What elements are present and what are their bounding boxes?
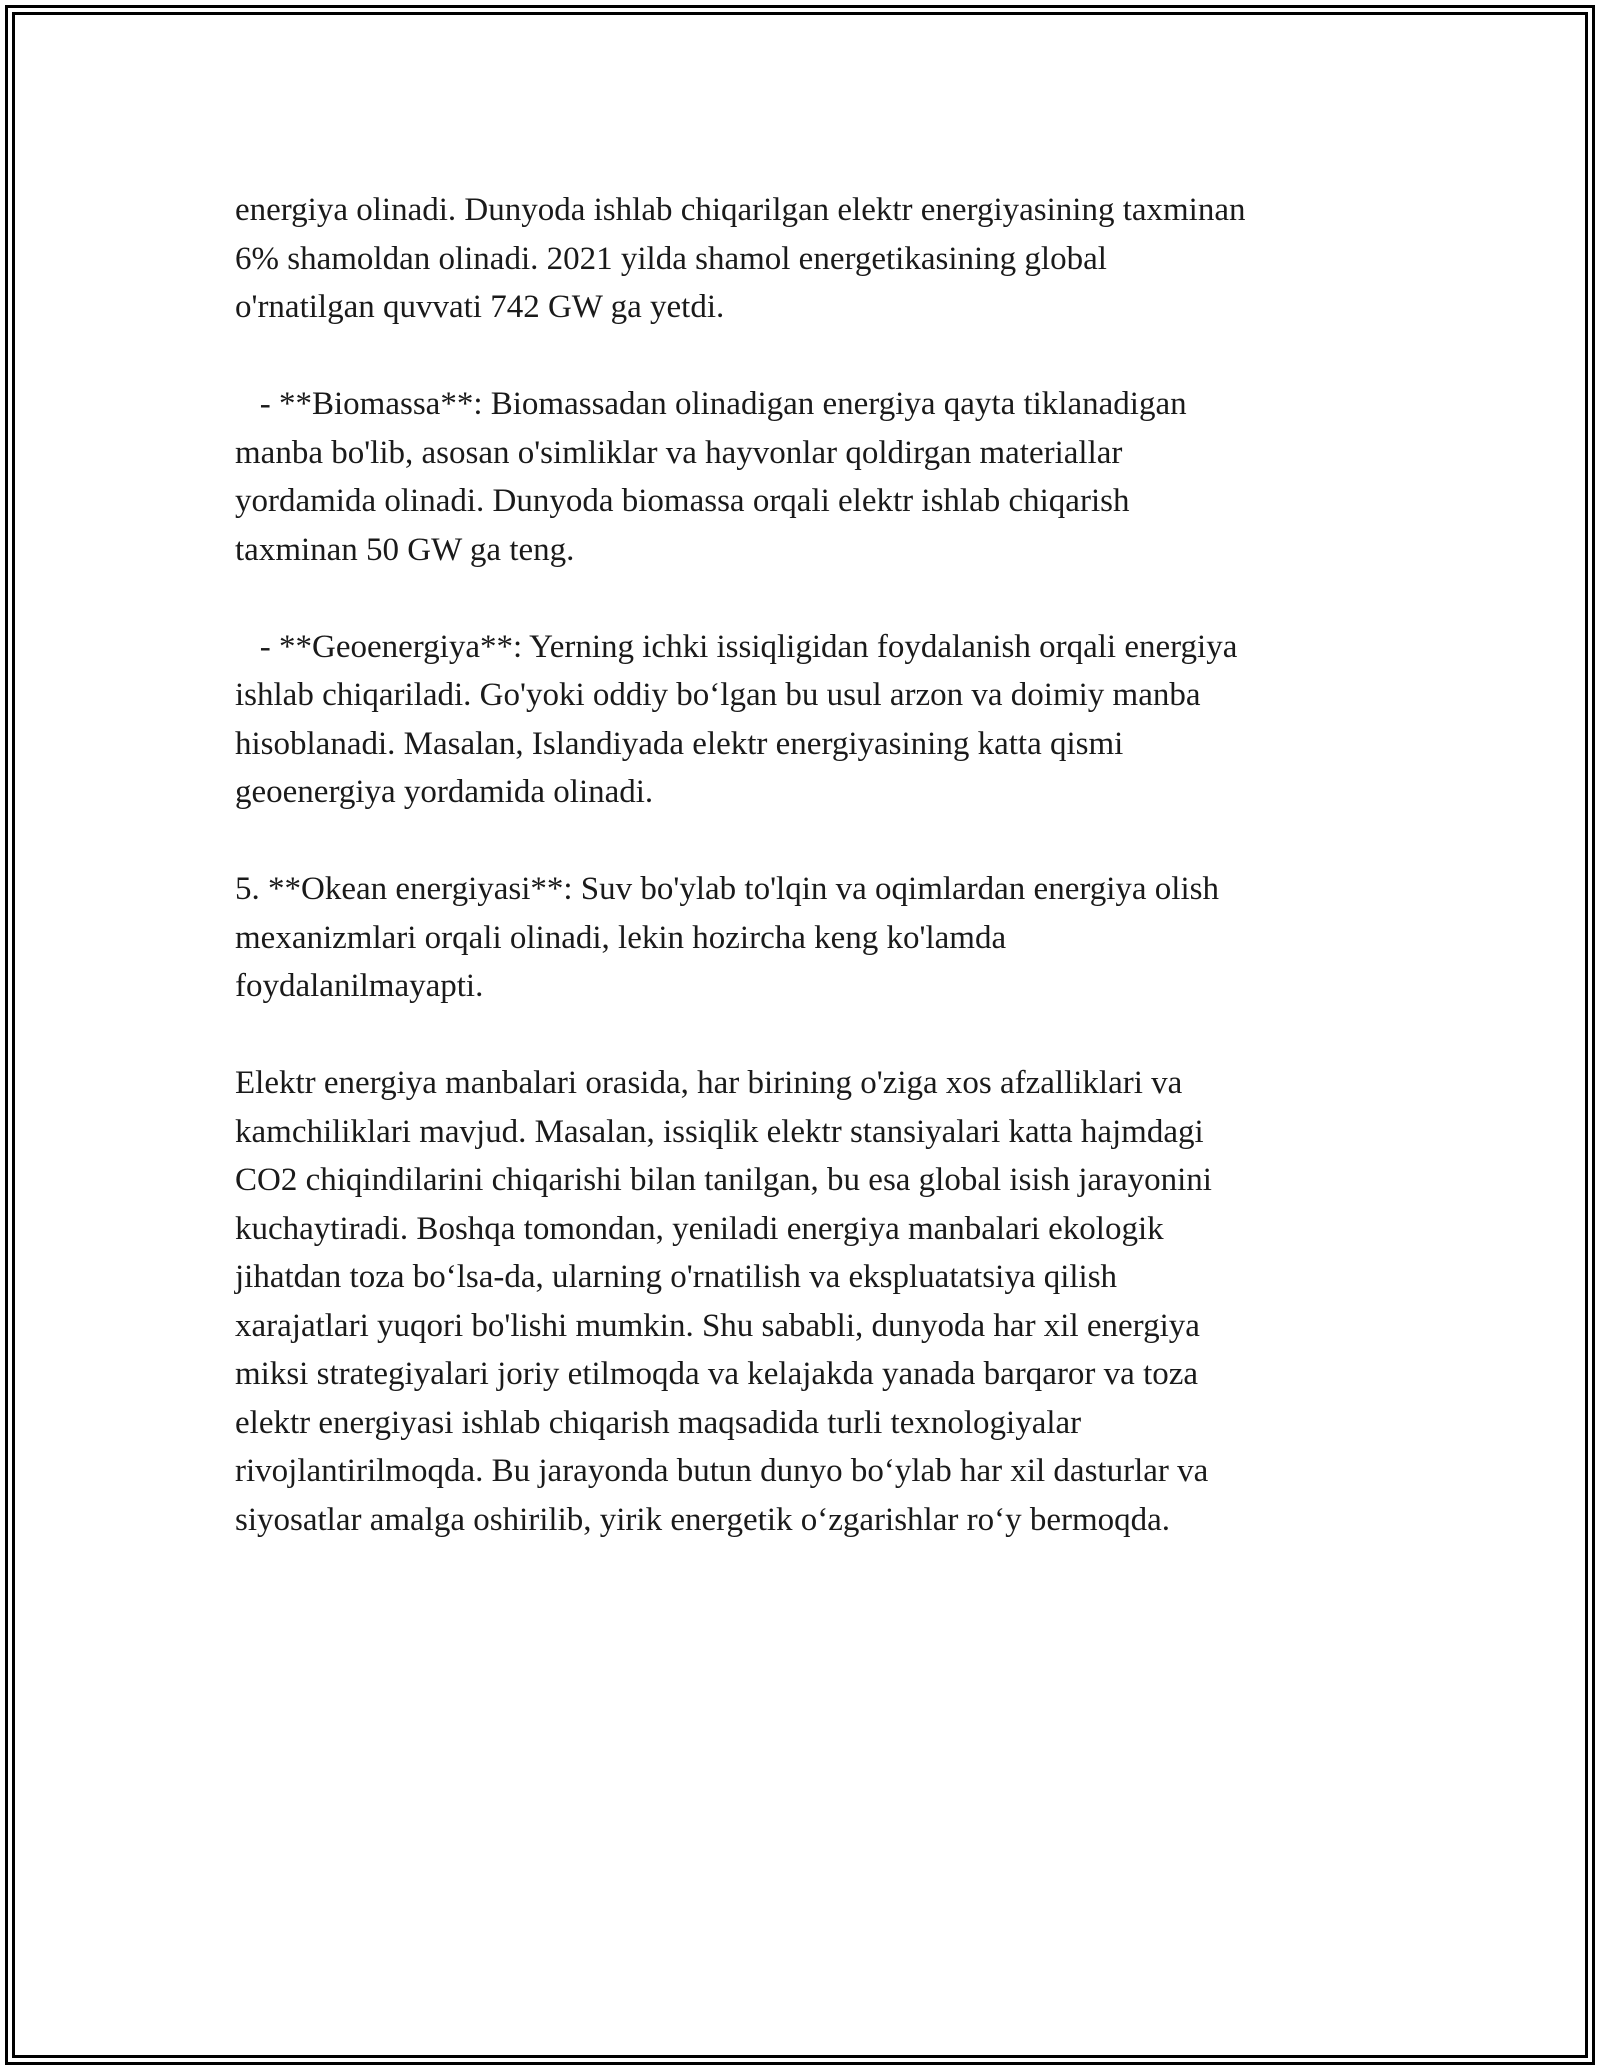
paragraph-biomass: - **Biomassa**: Biomassadan olinadigan energiya qayta tiklanadigan manba bo'lib, asosan o'simliklar va hayvonlar qoldirgan materiallar yordamida olinadi. Dunyoda biomassa orqali elektr ishlab chiqarish taxminan 50 GW ga teng. bbox=[235, 386, 1187, 568]
paragraph-geoenergy: - **Geoenergiya**: Yerning ichki issiqligidan foydalanish orqali energiya ishlab chiqariladi. Go'yoki oddiy bo‘lgan bu usul arzon va doimiy manba hisoblanadi. Masalan, Islandiyada elektr energiyasining katta qismi geoenergiya yordamida olinadi. bbox=[235, 628, 1238, 810]
document-body bbox=[235, 186, 1385, 1544]
paragraph-conclusion: Elektr energiya manbalari orasida, har birining o'ziga xos afzalliklari va kamchiliklari mavjud. Masalan, issiqlik elektr stansiyalari katta hajmdagi CO2 chiqindilarini chiqarishi bilan tanilgan, bu esa global isish jarayonini kuchaytiradi. Boshqa tomondan, yeniladi energiya manbalari ekologik jihatdan toza bo‘lsa-da, ularning o'rnatilish va ekspluatatsiya qilish xarajatlari yuqori bo'lishi mumkin. Shu sababli, dunyoda har xil energiya miksi strategiyalari joriy etilmoqda va kelajakda yanada barqaror va toza elektr energiyasi ishlab chiqarish maqsadida turli texnologiyalar rivojlantirilmoqda. Bu jarayonda butun dunyo bo‘ylab har xil dasturlar va siyosatlar amalga oshirilib, yirik energetik o‘zgarishlar ro‘y bermoqda. bbox=[235, 1065, 1212, 1538]
paragraph-ocean-energy: 5. **Okean energiyasi**: Suv bo'ylab to'lqin va oqimlardan energiya olish mexanizmlari orqali olinadi, lekin hozircha keng ko'lamda foydalanilmayapti. bbox=[235, 871, 1219, 1004]
paragraph-wind-energy: energiya olinadi. Dunyoda ishlab chiqarilgan elektr energiyasining taxminan 6% shamoldan olinadi. 2021 yilda shamol energetikasining global o'rnatilgan quvvati 742 GW ga yetdi. bbox=[235, 192, 1246, 325]
